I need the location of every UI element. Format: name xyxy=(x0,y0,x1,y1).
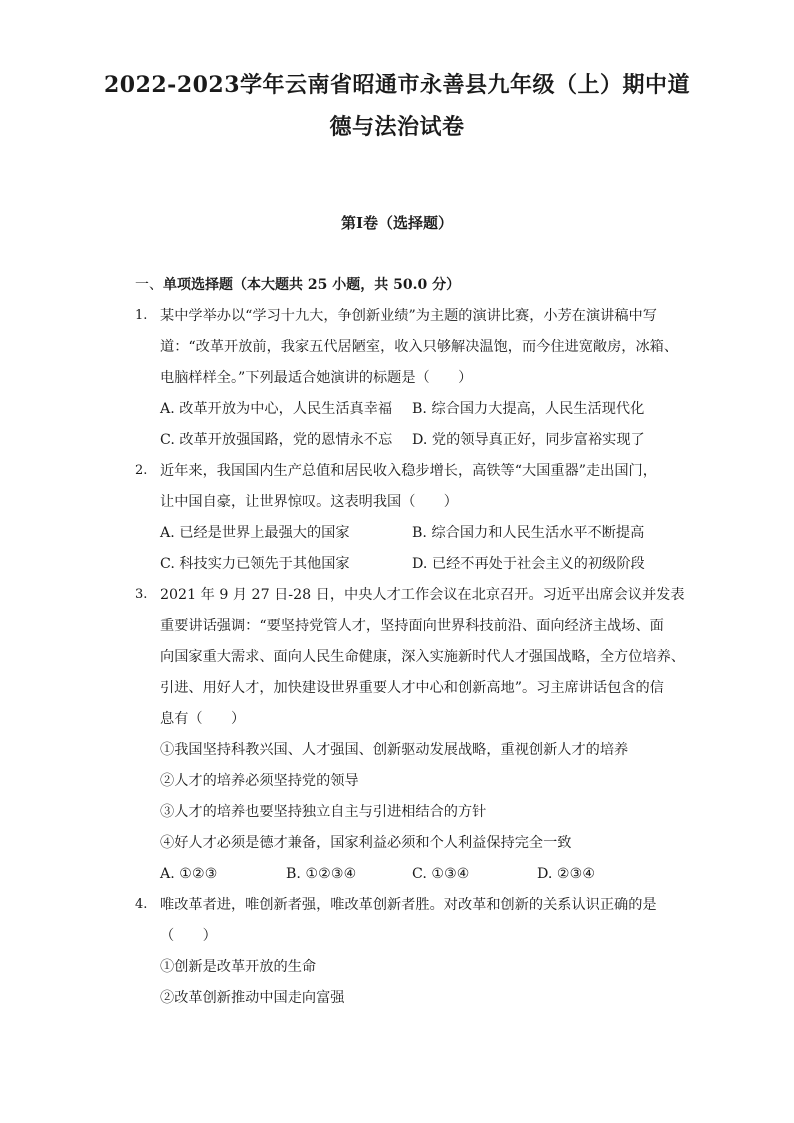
question-stem-line: 引进、用好人才，加快建设世界重要人才中心和创新高地”。习主席讲话包含的信 xyxy=(160,680,664,696)
option-a: A. ①②③ xyxy=(160,866,218,882)
question-stem-line: 向国家重大需求、面向人民生命健康，深入实施新时代人才强国战略，全方位培养、 xyxy=(160,649,685,665)
question-stem-line: （ ） xyxy=(160,928,217,944)
question-stem-line: 电脑样样全。”下列最适合她演讲的标题是（ ） xyxy=(160,370,473,386)
option-a: A. 改革开放为中心，人民生活真幸福 xyxy=(160,401,393,417)
question-stem-line: 近年来，我国国内生产总值和居民收入稳步增长，高铁等“大国重器”走出国门， xyxy=(160,463,657,479)
question-stem-line: 唯改革者进，唯创新者强，唯改革创新者胜。对改革和创新的关系认识正确的是 xyxy=(160,897,657,913)
question-stem-line: 息有（ ） xyxy=(160,711,246,727)
section-prefix: 一、 xyxy=(135,277,163,293)
exam-title-line-1: 2022-2023学年云南省昭通市永善县九年级（上）期中道 xyxy=(103,72,691,98)
section-heading-text: 单项选择题（本大题共 25 小题，共 50.0 分） xyxy=(163,277,461,293)
statement-item: ①创新是改革开放的生命 xyxy=(160,959,317,975)
question-number: 4. xyxy=(135,897,148,912)
question-number: 1. xyxy=(135,308,148,323)
question-stem-line: 道：“改革开放前，我家五代居陋室，收入只够解决温饱，而今住进宽敞房，冰箱、 xyxy=(160,339,679,355)
statement-item: ③人才的培养也要坚持独立自主与引进相结合的方针 xyxy=(160,804,487,820)
option-b: B. 综合国力和人民生活水平不断提高 xyxy=(412,525,645,541)
volume-label: 第Ⅰ卷（选择题） xyxy=(340,214,454,232)
question-stem-line: 让中国自豪，让世界惊叹。这表明我国（ ） xyxy=(160,494,458,510)
option-d: D. 已经不再处于社会主义的初级阶段 xyxy=(412,556,645,572)
statement-item: ②人才的培养必须坚持党的领导 xyxy=(160,773,359,789)
question-number: 2. xyxy=(135,463,148,478)
section-heading xyxy=(135,274,460,294)
option-d: D. 党的领导真正好，同步富裕实现了 xyxy=(412,432,645,448)
statement-item: ①我国坚持科教兴国、人才强国、创新驱动发展战略，重视创新人才的培养 xyxy=(160,742,629,758)
question-number: 3. xyxy=(135,587,148,602)
question-stem-line: 某中学举办以“学习十九大，争创新业绩”为主题的演讲比赛，小芳在演讲稿中写 xyxy=(160,308,657,324)
exam-title-line-2: 德与法治试卷 xyxy=(329,114,465,140)
question-stem-line: 重要讲话强调：“要坚持党管人才，坚持面向世界科技前沿、面向经济主战场、面 xyxy=(160,618,664,634)
option-b: B. ①②③④ xyxy=(286,866,357,882)
option-c: C. 改革开放强国路，党的恩情永不忘 xyxy=(160,432,393,448)
option-c: C. ①③④ xyxy=(412,866,470,882)
option-a: A. 已经是世界上最强大的国家 xyxy=(160,525,350,541)
question-stem-line: 2021 年 9 月 27 日-28 日，中央人才工作会议在北京召开。习近平出席会议并发表 xyxy=(160,587,685,603)
option-b: B. 综合国力大提高，人民生活现代化 xyxy=(412,401,645,417)
option-c: C. 科技实力已领先于其他国家 xyxy=(160,556,350,572)
statement-item: ④好人才必须是德才兼备，国家利益必须和个人利益保持完全一致 xyxy=(160,835,572,851)
option-d: D. ②③④ xyxy=(537,866,596,882)
statement-item: ②改革创新推动中国走向富强 xyxy=(160,990,345,1006)
